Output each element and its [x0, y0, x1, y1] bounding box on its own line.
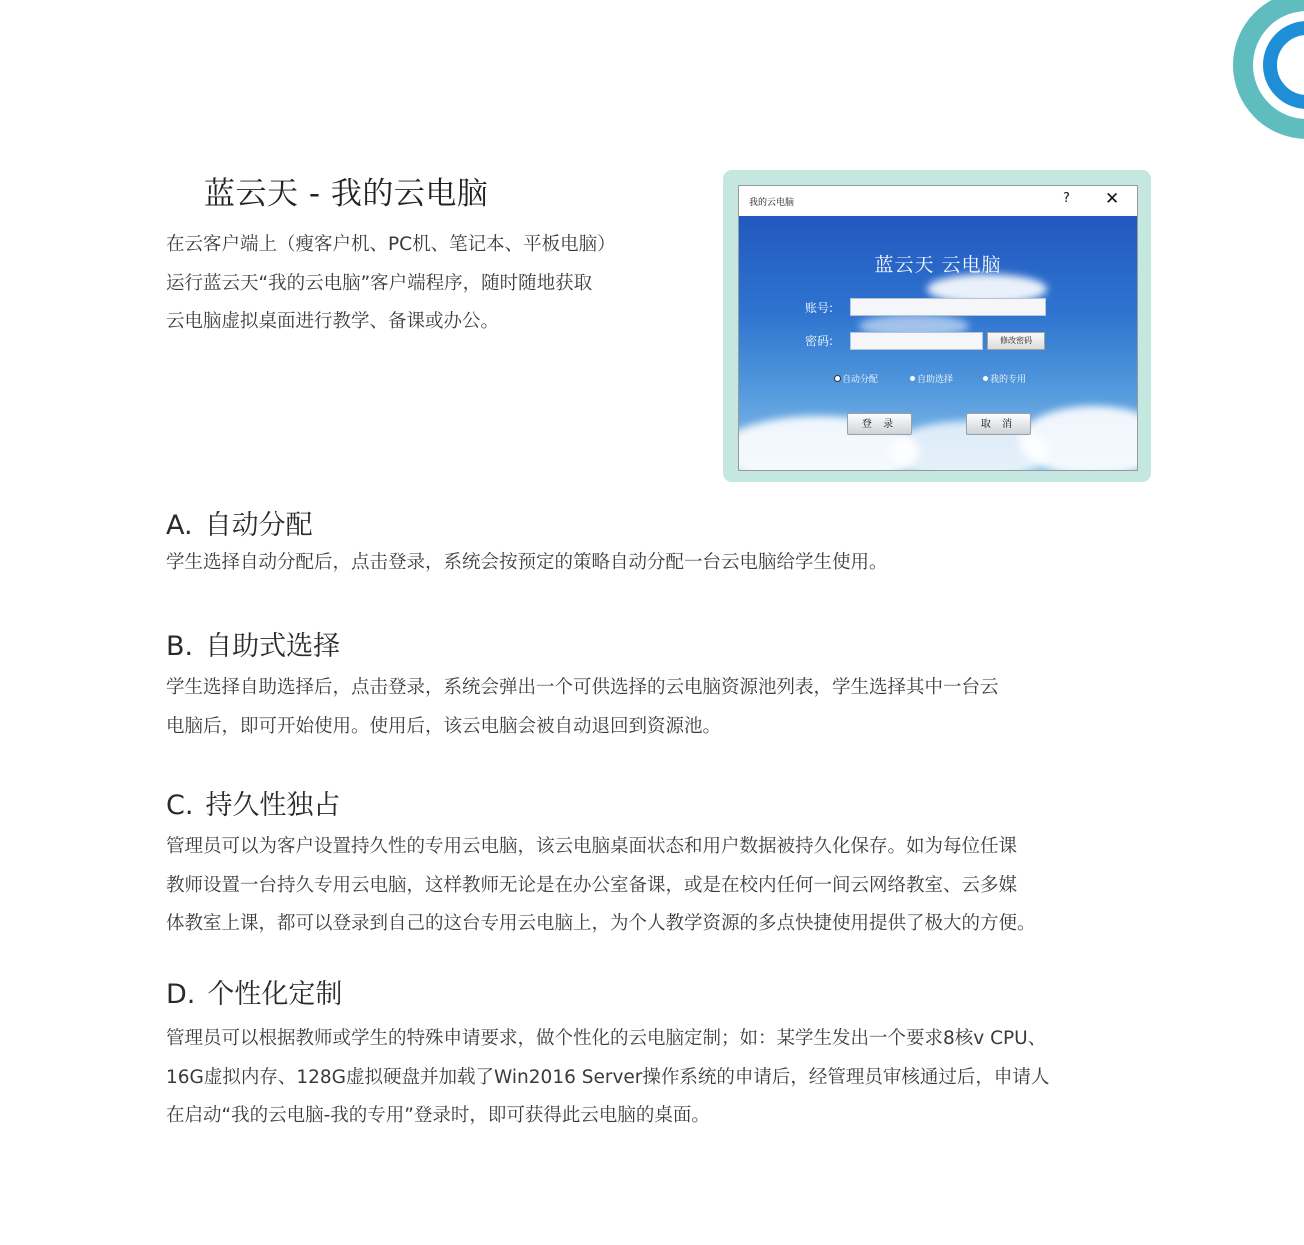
login-window	[738, 185, 1138, 471]
section-line: 学生选择自动分配后，点击登录，系统会按预定的策略自动分配一台云电脑给学生使用。	[166, 552, 888, 573]
radio-dot-icon	[835, 376, 840, 381]
intro-paragraph	[166, 226, 696, 342]
login-screenshot-frame	[723, 170, 1151, 482]
section-heading-a	[166, 503, 313, 542]
section-line: 学生选择自助选择后，点击登录，系统会弹出一个可供选择的云电脑资源池列表，学生选择其中一台云	[166, 677, 999, 698]
page-title: 蓝云天 - 我的云电脑	[204, 176, 489, 212]
cancel-button[interactable]: 取 消	[966, 413, 1031, 435]
section-letter: C.	[166, 790, 194, 821]
radio-my-dedicated[interactable]	[983, 372, 1026, 385]
section-line: 管理员可以为客户设置持久性的专用云电脑，该云电脑桌面状态和用户数据被持久化保存。如为每位任课	[166, 836, 1018, 857]
section-line: 管理员可以根据教师或学生的特殊申请要求，做个性化的云电脑定制；如：某学生发出一个要求8核v CPU、	[166, 1028, 1047, 1049]
radio-auto-assign[interactable]	[835, 372, 878, 385]
radio-dot-icon	[910, 376, 915, 381]
radio-label: 我的专用	[990, 375, 1027, 385]
section-heading-c	[166, 783, 340, 822]
section-letter: A.	[166, 510, 193, 541]
intro-line: 在云客户端上（瘦客户机、PC机、笔记本、平板电脑）	[166, 234, 616, 255]
section-line: 电脑后，即可开始使用。使用后，该云电脑会被自动退回到资源池。	[166, 715, 722, 737]
login-panel	[739, 216, 1137, 470]
window-titlebar	[739, 186, 1137, 216]
section-title: 个性化定制	[207, 979, 343, 1010]
section-heading-d	[166, 972, 342, 1011]
cloud-graphic	[1019, 406, 1137, 470]
change-password-button[interactable]: 修改密码	[987, 332, 1045, 350]
radio-label: 自动分配	[842, 375, 879, 385]
section-heading-b	[166, 624, 340, 663]
radio-label: 自助选择	[917, 375, 954, 385]
section-line: 教师设置一台持久专用云电脑，这样教师无论是在办公室备课，或是在校内任何一间云网络教室、云多媒	[166, 874, 1018, 896]
password-label: 密码:	[805, 334, 834, 348]
radio-dot-icon	[983, 376, 988, 381]
decorative-ring-graphic	[1232, 0, 1304, 140]
section-body-c	[166, 828, 1166, 944]
intro-line: 云电脑虚拟桌面进行教学、备课或办公。	[166, 311, 500, 332]
close-icon[interactable]: ✕	[1105, 189, 1120, 209]
section-body-d	[166, 1020, 1166, 1136]
section-line: 16G虚拟内存、128G虚拟硬盘并加载了Win2016 Server操作系统的申请后，经管理员审核通过后，申请人	[166, 1066, 1050, 1088]
login-heading: 蓝云天 云电脑	[874, 254, 1002, 276]
section-title: 持久性独占	[205, 790, 341, 821]
password-input[interactable]	[850, 332, 983, 350]
login-button[interactable]: 登 录	[847, 413, 912, 435]
radio-self-select[interactable]	[910, 372, 953, 385]
intro-line: 运行蓝云天“我的云电脑”客户端程序，随时随地获取	[166, 272, 593, 294]
section-letter: D.	[166, 979, 196, 1010]
account-label: 账号:	[805, 301, 834, 315]
section-line: 体教室上课，都可以登录到自己的这台专用云电脑上，为个人教学资源的多点快捷使用提供了极大的方便。	[166, 913, 1036, 934]
help-icon[interactable]: ?	[1063, 191, 1070, 206]
section-title: 自助式选择	[205, 631, 341, 662]
section-body-a	[166, 544, 1166, 583]
section-letter: B.	[166, 631, 194, 662]
window-title: 我的云电脑	[749, 198, 795, 208]
account-input[interactable]	[850, 298, 1046, 316]
section-body-b	[166, 669, 1166, 746]
section-title: 自动分配	[204, 510, 313, 541]
section-line: 在启动“我的云电脑-我的专用”登录时，即可获得此云电脑的桌面。	[166, 1105, 710, 1126]
